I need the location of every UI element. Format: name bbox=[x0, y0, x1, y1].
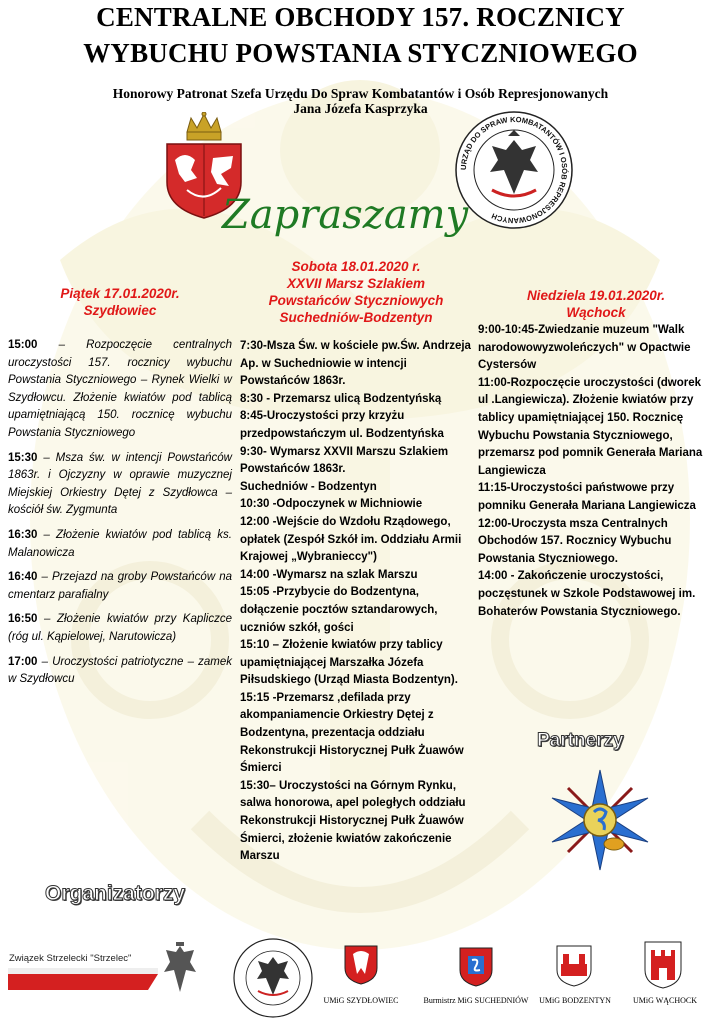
schedule-text: – Uroczystości patriotyczne – zamek w Szydłowcu bbox=[8, 655, 232, 686]
strzelec-name: Związek Strzelecki "Strzelec" bbox=[9, 953, 132, 964]
schedule-time: 16:40 bbox=[8, 571, 38, 584]
strzelec-flag-icon bbox=[8, 968, 158, 990]
invitation-heading: Zapraszamy bbox=[222, 192, 469, 238]
day-heading-line: Sobota 18.01.2020 r. bbox=[291, 259, 421, 274]
schedule-text: – Przejazd na groby Powstańców na cmentarz parafialny bbox=[8, 571, 232, 601]
schedule-item: 12:00-Uroczysta msza Centralnych Obchodów 157. Rocznicy Wybuchu Powstania Styczniowego. bbox=[478, 517, 672, 565]
schedule-item: 9:30- Wymarsz XXVII Marszu Szlakiem Powstańców 1863r. bbox=[240, 445, 449, 476]
strzelec-eagle-icon bbox=[162, 942, 198, 998]
schedule-item bbox=[8, 654, 232, 689]
schedule-item bbox=[8, 450, 232, 520]
seal-text: URZĄD DO SPRAW KOMBATANTÓW I OSÓB REPRESJONOWANYCH bbox=[458, 114, 570, 226]
schedule-item: 15:10 – Złożenie kwiatów przy tablicy upamiętniającej Marszałka Józefa Piłsudskiego (Urząd Miasta Bodzentyn). bbox=[240, 639, 458, 687]
bodzentyn-crest-icon bbox=[555, 944, 593, 988]
saturday-schedule bbox=[240, 338, 472, 866]
schedule-time: 16:30 bbox=[8, 528, 38, 541]
schedule-item bbox=[8, 569, 232, 604]
partners-label: Partnerzy bbox=[537, 730, 624, 751]
schedule-item bbox=[8, 337, 232, 443]
day-heading-saturday bbox=[240, 258, 472, 326]
schedule-text: – Złożenie kwiatów przy Kapliczce (róg ul. Kąpielowej, Narutowicza) bbox=[8, 613, 232, 643]
wachock-crest-icon bbox=[643, 940, 683, 990]
day-heading-line: Piątek 17.01.2020r. bbox=[60, 286, 180, 301]
schedule-item: 15:30– Uroczystości na Górnym Rynku, salwa honorowa, apel poległych oddziału Rekonstrukcji Historycznej Pułk Żuawów Śmierci, złożenie kwiatów zakończenie Marszu bbox=[240, 779, 466, 863]
wachock-label: UMiG WĄCHOCK bbox=[632, 996, 698, 1005]
schedule-text: – Msza św. w intencji Powstańców 1863r. i Ojczyzny w oprawie muzycznej Miejskiej Orkiestry Dętej z Szydłowca – kościół św. Zygmunta bbox=[8, 451, 232, 517]
sunday-schedule bbox=[478, 322, 710, 621]
title-line-2: WYBUCHU POWSTANIA STYCZNIOWEGO bbox=[83, 38, 638, 68]
schedule-item: 15:05 -Przybycie do Bodzentyna, dołączenie pocztów sztandarowych, uczniów szkół, gości bbox=[240, 586, 438, 634]
day-heading-line: Suchedniów-Bodzentyn bbox=[279, 310, 433, 325]
schedule-text: – Rozpoczęcie centralnych uroczystości 157. rocznicy wybuchu Powstania Styczniowego – Rynek Wielki w Szydłowcu. Złożenie kwiatów pod tablicą upamiętniającą 150. rocznicę wybuchu Powstania Styczniowego bbox=[8, 339, 232, 439]
schedule-item: 10:30 -Odpoczynek w Michniowie bbox=[240, 498, 423, 511]
bodzentyn-label: UMiG BODZENTYN bbox=[539, 996, 611, 1005]
schedule-item: 11:00-Rozpoczęcie uroczystości (dworek ul .Langiewicza). Złożenie kwiatów przy tablicy upamiętniającej 150. Rocznicę Wybuchu Powstania Styczniowego, przemarsz pod pomnik Generała Mariana Langiewicza bbox=[478, 376, 703, 477]
day-heading-friday bbox=[8, 285, 232, 319]
veterans-office-seal-small-icon bbox=[232, 937, 314, 1019]
schedule-time: 16:50 bbox=[8, 613, 38, 626]
day-heading-line: Niedziela 19.01.2020r. bbox=[526, 288, 666, 303]
friday-schedule bbox=[8, 337, 232, 696]
patronage-line-1: Honorowy Patronat Szefa Urzędu Do Spraw Kombatantów i Osób Represjonowanych bbox=[112, 86, 609, 101]
schedule-item: 12:00 -Wejście do Wzdołu Rządowego, opłatek (Zespół Szkół im. Oddziału Armii Krajowej „Wybranieccy") bbox=[240, 515, 462, 564]
schedule-item: 14:00 - Zakończenie uroczystości, poczęstunek w Szkole Podstawowej im. Bohaterów Powstania Styczniowego. bbox=[478, 570, 696, 618]
schedule-item bbox=[8, 611, 232, 646]
schedule-item: 14:00 -Wymarsz na szlak Marszu bbox=[240, 568, 418, 581]
day-heading-line: XXVII Marsz Szlakiem bbox=[286, 276, 426, 291]
schedule-item: 8:30 - Przemarsz ulicą Bodzentyńską bbox=[240, 392, 442, 405]
schedule-text: – Złożenie kwiatów pod tablicą ks. Malanowicza bbox=[8, 528, 232, 559]
schedule-item bbox=[8, 527, 232, 562]
veterans-office-seal-icon bbox=[454, 110, 574, 230]
schedule-item: 9:00-10:45-Zwiedzanie muzeum "Walk narodowowyzwoleńczych" w Opactwie Cystersów bbox=[478, 324, 691, 372]
schedule-item: 7:30-Msza Św. w kościele pw.Św. Andrzeja Ap. w Suchedniowie w intencji Powstańców 1863r. bbox=[240, 340, 471, 388]
suchedniow-label: Burmistrz MiG SUCHEDNIÓW bbox=[423, 996, 529, 1005]
day-heading-line: Szydłowiec bbox=[83, 303, 157, 318]
schedule-item: 8:45-Uroczystości przy krzyżu przedpowstańczym ul. Bodzentyńska bbox=[240, 410, 444, 440]
suchedniow-crest-icon bbox=[458, 946, 494, 988]
title-line-1: CENTRALNE OBCHODY 157. ROCZNICY bbox=[96, 2, 625, 32]
schedule-item: 11:15-Uroczystości państwowe przy pomniku Generała Mariana Langiewicza bbox=[478, 482, 696, 512]
day-heading-line: Powstańców Styczniowych bbox=[268, 293, 444, 308]
patronage-line-2: Jana Józefa Kasprzyka bbox=[293, 101, 428, 116]
szydlowiec-crest-icon bbox=[343, 944, 379, 986]
partner-star-emblem-icon bbox=[548, 768, 652, 872]
schedule-time: 15:00 bbox=[8, 339, 38, 351]
schedule-time: 15:30 bbox=[8, 451, 38, 464]
day-heading-sunday bbox=[478, 287, 714, 321]
day-heading-line: Wąchock bbox=[566, 305, 626, 320]
schedule-time: 17:00 bbox=[8, 655, 38, 668]
organizers-label: Organizatorzy bbox=[45, 882, 186, 905]
szydlowiec-label: UMiG SZYDŁOWIEC bbox=[323, 996, 399, 1005]
schedule-item: Suchedniów - Bodzentyn bbox=[240, 480, 377, 493]
schedule-item: 15:15 -Przemarsz ,defilada przy akompaniamencie Orkiestry Dętej z Bodzentyna, prezentacja oddziału Rekonstrukcji Historycznej Pułk Żuawów Śmierci bbox=[240, 691, 464, 775]
